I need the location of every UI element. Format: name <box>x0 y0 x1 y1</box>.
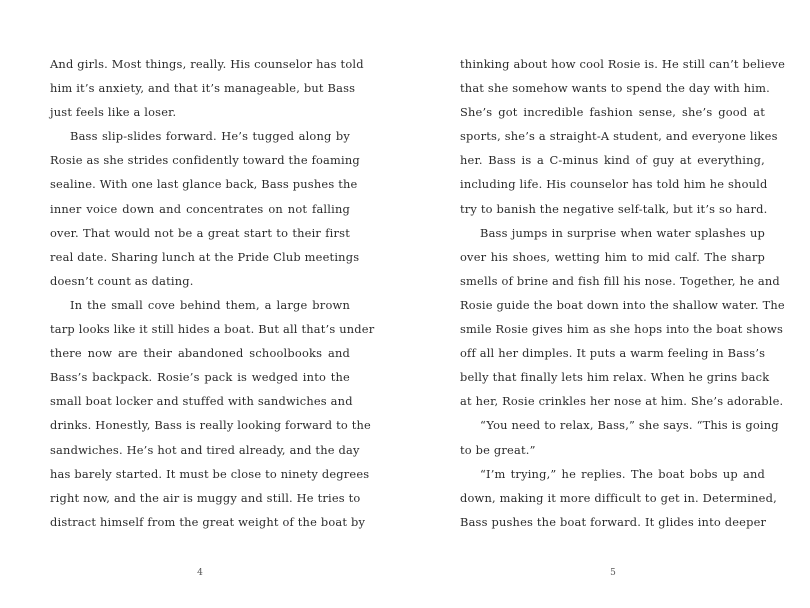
text-line: over his shoes, wetting him to mid calf. The sharp <box>460 249 765 264</box>
text-line: sports, she’s a straight-A student, and everyone likes <box>460 129 778 144</box>
text-line: And girls. Most things, really. His counselor has told <box>50 57 364 71</box>
text-line: sealine. With one last glance back, Bass pushes the <box>50 177 358 192</box>
text-line: including life. His counselor has told him he should <box>460 177 768 192</box>
text-line: smile Rosie gives him as she hops into the boat shows <box>460 322 783 337</box>
text-line: try to banish the negative self-talk, but it’s so hard. <box>460 201 768 216</box>
text-line: sandwiches. He’s hot and tired already, and the day <box>50 442 360 457</box>
text-line: her. Bass is a C-minus kind of guy at everything, <box>460 153 765 168</box>
text-line: Rosie as she strides confidently toward the foaming <box>50 153 360 168</box>
text-line: drinks. Honestly, Bass is really looking forward to the <box>50 418 371 433</box>
text-line: Rosie guide the boat down into the shallow water. The <box>460 297 785 312</box>
text-line: belly that finally lets him relax. When he grins back <box>460 370 770 385</box>
page-number: 4 <box>197 568 203 578</box>
text-line: Bass jumps in surprise when water splashes up <box>480 225 765 240</box>
text-line: Bass’s backpack. Rosie’s pack is wedged into the <box>50 370 350 385</box>
text-line: Bass slip-slides forward. He’s tugged along by <box>70 129 350 144</box>
text-line: down, making it more difficult to get in. Determined, <box>460 490 777 505</box>
text-line: small boat locker and stuffed with sandwiches and <box>50 394 353 409</box>
right-page <box>405 0 810 608</box>
text-line: real date. Sharing lunch at the Pride Club meetings <box>50 249 360 264</box>
text-line: “You need to relax, Bass,” she says. “This is going <box>480 418 779 433</box>
text-line: right now, and the air is muggy and still. He tries to <box>50 490 361 505</box>
text-line: over. That would not be a great start to their first <box>50 225 350 240</box>
text-line: Bass pushes the boat forward. It glides into deeper <box>460 514 767 529</box>
text-line: to be great.” <box>460 442 536 457</box>
text-line: thinking about how cool Rosie is. He still can’t believe <box>460 57 786 71</box>
text-line: has barely started. It must be close to ninety degrees <box>50 466 370 481</box>
text-line: She’s got incredible fashion sense, she’s good at <box>460 105 765 120</box>
page-number: 5 <box>610 568 616 578</box>
text-line: at her, Rosie crinkles her nose at him. She’s adorable. <box>460 394 784 409</box>
text-line: off all her dimples. It puts a warm feeling in Bass’s <box>460 346 766 361</box>
text-line: there now are their abandoned schoolbooks and <box>50 346 350 361</box>
text-line: tarp looks like it still hides a boat. But all that’s under <box>50 322 375 337</box>
text-line: inner voice down and concentrates on not falling <box>50 201 350 216</box>
text-line: smells of brine and fish fill his nose. Together, he and <box>460 273 780 288</box>
text-line: that she somehow wants to spend the day with him. <box>460 81 770 96</box>
left-page-text <box>50 52 375 534</box>
text-line: In the small cove behind them, a large brown <box>70 297 350 312</box>
text-line: just feels like a loser. <box>50 105 177 120</box>
text-line: “I’m trying,” he replies. The boat bobs up and <box>480 466 765 481</box>
text-line: doesn’t count as dating. <box>50 273 194 288</box>
text-line: distract himself from the great weight of the boat by <box>50 514 366 529</box>
right-page-text <box>460 52 786 534</box>
text-line: him it’s anxiety, and that it’s manageable, but Bass <box>50 81 356 96</box>
